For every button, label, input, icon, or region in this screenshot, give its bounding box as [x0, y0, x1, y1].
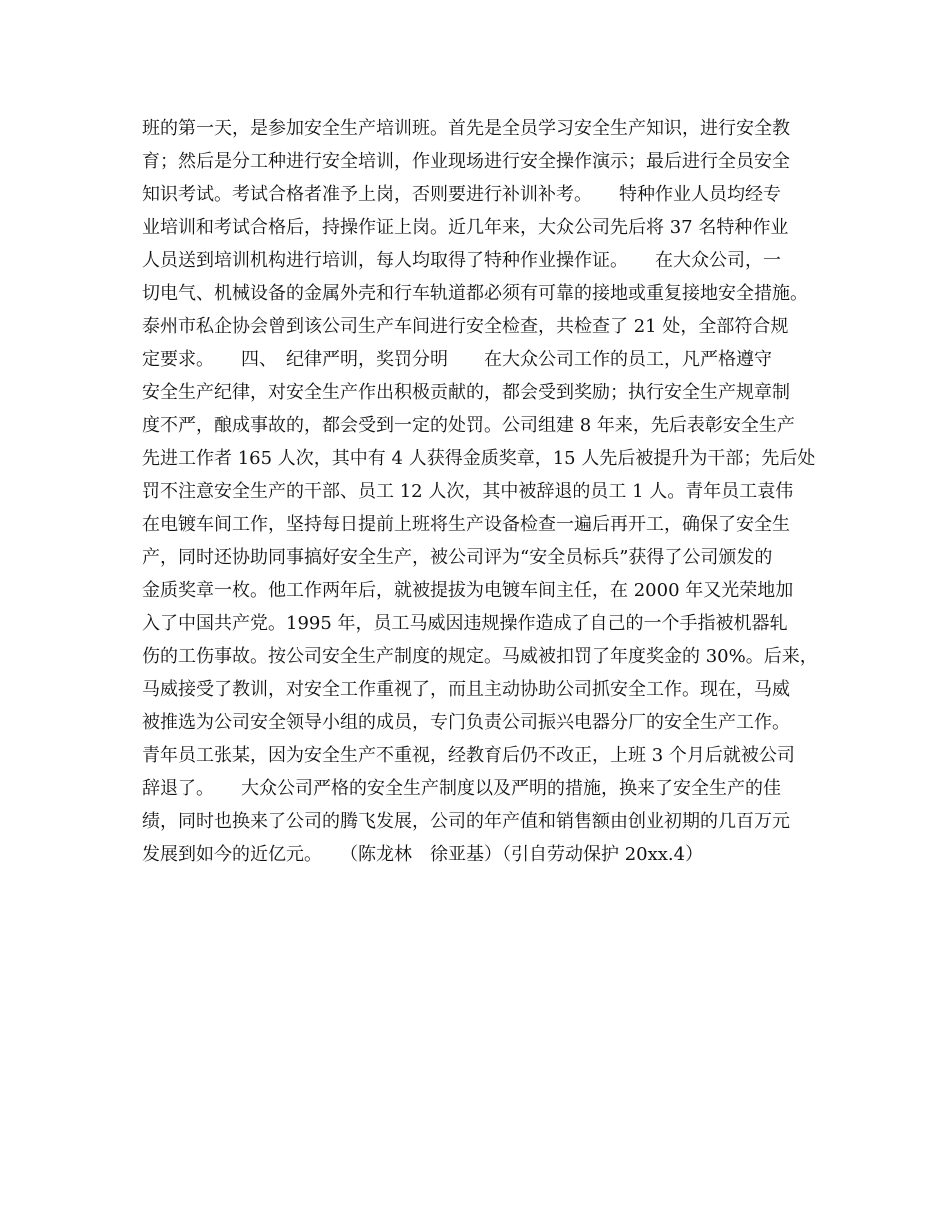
text-line: 绩，同时也换来了公司的腾飞发展，公司的年产值和销售额由创业初期的几百万元 — [142, 811, 790, 832]
body-text — [142, 112, 832, 871]
text-line: 伤的工伤事故。按公司安全生产制度的规定。马威被扣罚了年度奖金的 30%。后来， — [142, 646, 818, 667]
text-line: 在电镀车间工作，坚持每日提前上班将生产设备检查一遍后再开工，确保了安全生 — [142, 514, 790, 535]
text-line: 被推选为公司安全领导小组的成员，专门负责公司振兴电器分厂的安全生产工作。 — [142, 712, 790, 733]
text-line: 切电气、机械设备的金属外壳和行车轨道都必须有可靠的接地或重复接地安全措施。 — [142, 283, 808, 304]
text-line: 辞退了。 大众公司严格的安全生产制度以及严明的措施，换来了安全生产的佳 — [142, 778, 781, 799]
text-line: 马威接受了教训，对安全工作重视了，而且主动协助公司抓安全工作。现在，马威 — [142, 679, 790, 700]
text-line: 金质奖章一枚。他工作两年后，就被提拔为电镀车间主任，在 2000 年又光荣地加 — [142, 580, 794, 601]
text-line: 泰州市私企协会曾到该公司生产车间进行安全检查，共检查了 21 处，全部符合规 — [142, 316, 789, 337]
text-line: 罚不注意安全生产的干部、员工 12 人次，其中被辞退的员工 1 人。青年员工袁伟 — [142, 481, 794, 502]
text-line: 产，同时还协助同事搞好安全生产，被公司评为“安全员标兵”获得了公司颁发的 — [142, 547, 773, 568]
text-line: 人员送到培训机构进行培训，每人均取得了特种作业操作证。 在大众公司，一 — [142, 250, 781, 271]
text-line: 度不严，酿成事故的，都会受到一定的处罚。公司组建 8 年来，先后表彰安全生产 — [142, 415, 795, 436]
text-line: 青年员工张某，因为安全生产不重视，经教育后仍不改正，上班 3 个月后就被公司 — [142, 745, 795, 766]
text-line: 班的第一天，是参加安全生产培训班。首先是全员学习安全生产知识，进行安全教 — [142, 118, 790, 139]
text-line: 入了中国共产党。1995 年，员工马威因违规操作造成了自己的一个手指被机器轧 — [142, 613, 788, 634]
text-line: 先进工作者 165 人次，其中有 4 人获得金质奖章，15 人先后被提升为干部；先后处 — [142, 448, 816, 469]
text-line: 定要求。 四、 纪律严明，奖罚分明 在大众公司工作的员工，凡严格遵守 — [142, 349, 772, 370]
text-line: 发展到如今的近亿元。 （陈龙林 徐亚基）（引自劳动保护 20xx.4） — [142, 844, 704, 865]
text-line: 业培训和考试合格后，持操作证上岗。近几年来，大众公司先后将 37 名特种作业 — [142, 217, 789, 238]
text-line: 育；然后是分工种进行安全培训，作业现场进行安全操作演示；最后进行全员安全 — [142, 151, 790, 172]
text-line: 知识考试。考试合格者准予上岗，否则要进行补训补考。 特种作业人员均经专 — [142, 184, 781, 205]
text-line: 安全生产纪律，对安全生产作出积极贡献的，都会受到奖励；执行安全生产规章制 — [142, 382, 790, 403]
